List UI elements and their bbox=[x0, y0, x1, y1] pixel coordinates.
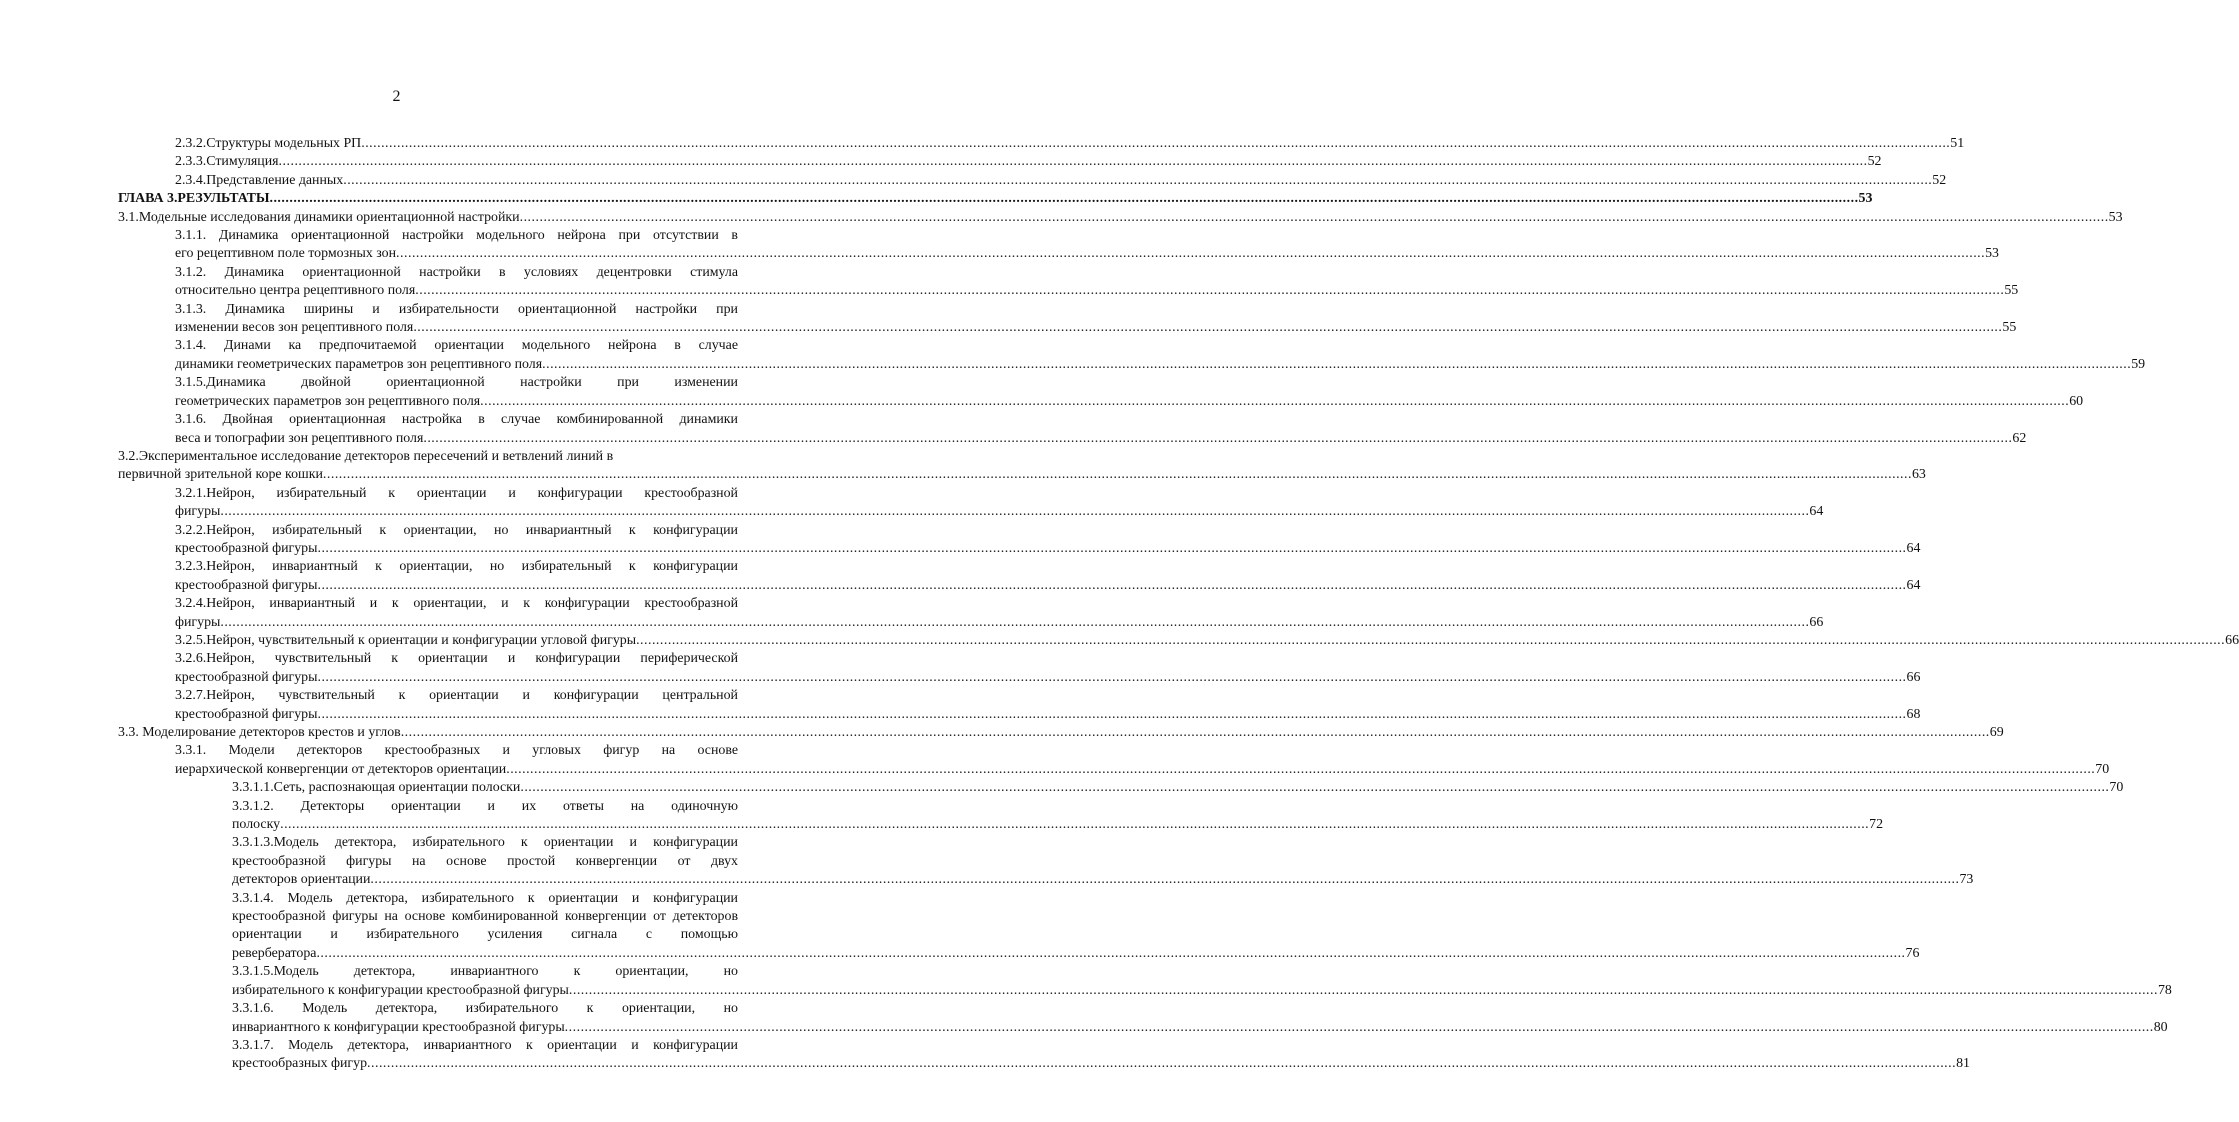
dot-leader: ................................................................................................................................................................................................................................................................................................................................................................................................................ bbox=[636, 632, 2226, 648]
toc-entry-title-tail: полоску bbox=[232, 817, 281, 833]
toc-entry[interactable] bbox=[118, 485, 1824, 522]
dot-leader: ................................................................................................................................................................................................................................................................................................................................................................................................................ bbox=[519, 209, 2109, 225]
toc-entry-last-line bbox=[175, 282, 2019, 300]
toc-entry[interactable] bbox=[118, 742, 2110, 779]
dot-leader: ................................................................................................................................................................................................................................................................................................................................................................................................................ bbox=[317, 577, 1907, 593]
dot-leader: ................................................................................................................................................................................................................................................................................................................................................................................................................ bbox=[322, 467, 1912, 483]
toc-page-number: 62 bbox=[2012, 430, 2027, 446]
toc-entry[interactable] bbox=[118, 411, 2027, 448]
toc-entry-title: 3.2.2.Нейрон, избирательный к ориентации, но инвариантный к конфигурации bbox=[175, 522, 738, 538]
toc-entry-title: 3.3.1.7. Модель детектора, инвариантного к ориентации и конфигурации bbox=[232, 1037, 738, 1053]
toc-entry[interactable] bbox=[118, 190, 1873, 208]
toc-page-number: 59 bbox=[2131, 356, 2146, 372]
toc-page-number: 78 bbox=[2157, 982, 2172, 998]
toc-entry-title-tail: избирательного к конфигурации крестообразной фигуры bbox=[232, 982, 569, 998]
toc-entry-title: 3.1.2. Динамика ориентационной настройки в условиях децентровки стимула bbox=[175, 264, 738, 280]
toc-entry-title: 3.1.3. Динамика ширины и избирательности ориентационной настройки при bbox=[175, 301, 738, 317]
toc-entry[interactable] bbox=[118, 558, 1921, 595]
toc-entry-title: 3.2.3.Нейрон, инвариантный к ориентации, но избирательный к конфигурации bbox=[175, 559, 738, 575]
toc-entry-title-tail: крестообразных фигур bbox=[232, 1056, 368, 1072]
toc-page-number: 69 bbox=[1989, 725, 2004, 740]
toc-entry[interactable] bbox=[118, 522, 1921, 559]
toc-entry-title: 3.3.1.5.Модель детектора, инвариантного к ориентации, но bbox=[232, 964, 738, 980]
toc-entry-title: 3.1.1. Динамика ориентационной настройки модельного нейрона при отсутствии в bbox=[175, 228, 738, 244]
toc-entry-title-tail: его рецептивном поле тормозных зон bbox=[175, 246, 397, 262]
toc-entry-last-line bbox=[175, 761, 2110, 779]
toc-entry[interactable] bbox=[118, 834, 1974, 889]
toc-entry[interactable] bbox=[118, 374, 2084, 411]
toc-entry-title: 3.3. Моделирование детекторов крестов и углов bbox=[118, 725, 401, 740]
dot-leader: ................................................................................................................................................................................................................................................................................................................................................................................................................ bbox=[520, 780, 2110, 796]
toc-page-number: 76 bbox=[1905, 945, 1920, 961]
toc-page-number: 64 bbox=[1906, 577, 1921, 593]
toc-entry-title-tail: первичной зрительной коре кошки bbox=[118, 467, 323, 483]
toc-entry[interactable] bbox=[118, 1037, 1970, 1074]
toc-page-number: 52 bbox=[1932, 172, 1947, 188]
toc-entry-title: ГЛАВА 3.РЕЗУЛЬТАТЫ bbox=[118, 191, 270, 207]
toc-page-number: 51 bbox=[1950, 136, 1965, 151]
toc-entry-title: 3.2.5.Нейрон, чувствительный к ориентации и конфигурации угловой фигуры bbox=[175, 632, 637, 648]
toc-entry[interactable] bbox=[118, 724, 2004, 742]
toc-entry-title: 2.3.2.Структуры модельных РП bbox=[175, 136, 362, 151]
dot-leader: ................................................................................................................................................................................................................................................................................................................................................................................................................ bbox=[220, 614, 1810, 630]
dot-leader: ................................................................................................................................................................................................................................................................................................................................................................................................................ bbox=[568, 982, 2158, 998]
dot-leader: ................................................................................................................................................................................................................................................................................................................................................................................................................ bbox=[542, 356, 2132, 372]
dot-leader: ................................................................................................................................................................................................................................................................................................................................................................................................................ bbox=[220, 504, 1810, 520]
toc-entry[interactable] bbox=[118, 890, 1920, 964]
dot-leader: ................................................................................................................................................................................................................................................................................................................................................................................................................ bbox=[343, 172, 1933, 188]
toc-entry-title-tail: фигуры bbox=[175, 504, 221, 520]
dot-leader: ................................................................................................................................................................................................................................................................................................................................................................................................................ bbox=[415, 283, 2005, 299]
toc-entry[interactable] bbox=[118, 153, 1882, 171]
dot-leader: ................................................................................................................................................................................................................................................................................................................................................................................................................ bbox=[370, 872, 1960, 888]
toc-page-number: 72 bbox=[1869, 817, 1884, 833]
toc-entry-title: 3.3.1.2. Детекторы ориентации и их ответы на одиночную bbox=[232, 798, 738, 814]
toc-entry[interactable] bbox=[118, 448, 1926, 485]
toc-entry-title: 3.2.Экспериментальное исследование детекторов пересечений и ветвлений линий в bbox=[118, 448, 614, 464]
toc-entry[interactable] bbox=[118, 963, 2172, 1000]
toc-entry[interactable] bbox=[118, 172, 1947, 190]
dot-leader: ................................................................................................................................................................................................................................................................................................................................................................................................................ bbox=[361, 136, 1951, 151]
dot-leader: ................................................................................................................................................................................................................................................................................................................................................................................................................ bbox=[280, 817, 1870, 833]
toc-page-number: 55 bbox=[2002, 320, 2017, 336]
toc-entry-title: 3.2.4.Нейрон, инвариантный и к ориентации, и к конфигурации крестообразной bbox=[175, 596, 738, 612]
dot-leader: ................................................................................................................................................................................................................................................................................................................................................................................................................ bbox=[317, 540, 1907, 556]
toc-entry[interactable] bbox=[118, 264, 2019, 301]
toc-page-number: 73 bbox=[1959, 872, 1974, 888]
toc-entry-last-line bbox=[175, 614, 1824, 632]
toc-page-number: 66 bbox=[1809, 614, 1824, 630]
dot-leader: ................................................................................................................................................................................................................................................................................................................................................................................................................ bbox=[269, 191, 1859, 207]
toc-page-number: 66 bbox=[1906, 669, 1921, 685]
toc-entry-title: 3.1.Модельные исследования динамики ориентационной настройки bbox=[118, 209, 520, 225]
toc-entry-title-tail: крестообразной фигуры bbox=[175, 706, 318, 722]
table-of-contents bbox=[118, 135, 2239, 1074]
toc-entry-title-tail: ревербератора bbox=[232, 945, 317, 961]
toc-page-number: 52 bbox=[1867, 154, 1882, 170]
toc-page-number: 60 bbox=[2069, 393, 2084, 409]
toc-entry-last-line bbox=[232, 816, 1884, 834]
toc-entry-title: 3.2.6.Нейрон, чувствительный к ориентации и конфигурации периферической bbox=[175, 651, 738, 667]
dot-leader: ................................................................................................................................................................................................................................................................................................................................................................................................................ bbox=[317, 706, 1907, 722]
dot-leader: ................................................................................................................................................................................................................................................................................................................................................................................................................ bbox=[317, 669, 1907, 685]
toc-entry-title-tail: крестообразной фигуры bbox=[175, 577, 318, 593]
toc-entry-title: 3.2.1.Нейрон, избирательный к ориентации и конфигурации крестообразной bbox=[175, 485, 738, 501]
toc-entry-title: 2.3.3.Стимуляция bbox=[175, 154, 279, 170]
toc-entry-last-line bbox=[232, 945, 1920, 963]
toc-page-number: 81 bbox=[1956, 1056, 1970, 1072]
toc-entry-last-line bbox=[175, 356, 2146, 374]
dot-leader: ................................................................................................................................................................................................................................................................................................................................................................................................................ bbox=[480, 393, 2070, 409]
toc-entry-last-line bbox=[175, 706, 1921, 724]
toc-page-number: 53 bbox=[1985, 246, 1999, 262]
toc-entry[interactable] bbox=[118, 1000, 2168, 1037]
toc-entry-title-tail: детекторов ориентации bbox=[232, 872, 371, 888]
toc-page-number: 66 bbox=[2225, 632, 2239, 648]
toc-entry-last-line bbox=[175, 430, 2027, 448]
toc-entry[interactable] bbox=[118, 650, 1921, 687]
toc-entry-title-tail: крестообразной фигуры bbox=[175, 540, 318, 556]
toc-page-number: 68 bbox=[1906, 706, 1921, 722]
toc-entry[interactable] bbox=[118, 798, 1884, 835]
toc-entry-last-line bbox=[232, 982, 2172, 1000]
toc-entry[interactable] bbox=[118, 337, 2146, 374]
toc-entry-last-line bbox=[175, 577, 1921, 595]
toc-entry[interactable] bbox=[118, 779, 2124, 797]
toc-page-number: 64 bbox=[1809, 504, 1824, 520]
toc-entry-title-tail: изменении весов зон рецептивного поля bbox=[175, 320, 414, 336]
dot-leader: ................................................................................................................................................................................................................................................................................................................................................................................................................ bbox=[278, 154, 1868, 170]
toc-entry-title: 3.1.4. Динами ка предпочитаемой ориентации модельного нейрона в случае bbox=[175, 338, 738, 354]
dot-leader: ................................................................................................................................................................................................................................................................................................................................................................................................................ bbox=[413, 320, 2003, 336]
toc-entry-title: 3.3.1.6. Модель детектора, избирательного к ориентации, но bbox=[232, 1001, 738, 1017]
dot-leader: ................................................................................................................................................................................................................................................................................................................................................................................................................ bbox=[506, 761, 2096, 777]
toc-entry-title: 3.3.1.4. Модель детектора, избирательного к ориентации и конфигурации крестообразной фигуры на основе комбинированной конвергенции от детекторов ориентации и избирательного усиления сигнала с помощью bbox=[232, 890, 738, 943]
toc-page-number: 64 bbox=[1906, 540, 1921, 556]
toc-page-number: 63 bbox=[1911, 467, 1926, 483]
toc-entry-title: 3.2.7.Нейрон, чувствительный к ориентации и конфигурации центральной bbox=[175, 688, 738, 704]
toc-page-number: 70 bbox=[2109, 780, 2124, 796]
toc-entry-last-line bbox=[175, 319, 2017, 337]
toc-page-number: 53 bbox=[2108, 209, 2123, 225]
toc-page-number: 53 bbox=[1858, 191, 1873, 207]
toc-entry-title-tail: крестообразной фигуры bbox=[175, 669, 318, 685]
toc-entry[interactable] bbox=[118, 595, 1824, 632]
toc-entry-last-line bbox=[232, 871, 1974, 889]
toc-entry-title-tail: относительно центра рецептивного поля bbox=[175, 283, 416, 299]
page-number: 2 bbox=[392, 88, 401, 105]
toc-entry-title: 3.3.1.3.Модель детектора, избирательного к ориентации и конфигурации крестообразной фигуры на основе простой конвергенции от двух bbox=[232, 835, 738, 869]
toc-entry-title: 3.1.5.Динамика двойной ориентационной настройки при изменении bbox=[175, 375, 738, 391]
dot-leader: ................................................................................................................................................................................................................................................................................................................................................................................................................ bbox=[367, 1056, 1957, 1072]
toc-entry-last-line bbox=[175, 669, 1921, 687]
toc-entry-last-line bbox=[175, 393, 2084, 411]
toc-page-number: 70 bbox=[2095, 761, 2110, 777]
toc-entry-last-line bbox=[232, 1019, 2168, 1037]
toc-entry-last-line bbox=[175, 540, 1921, 558]
dot-leader: ................................................................................................................................................................................................................................................................................................................................................................................................................ bbox=[423, 430, 2013, 446]
toc-entry[interactable] bbox=[118, 135, 1965, 153]
toc-entry[interactable] bbox=[118, 301, 2017, 338]
dot-leader: ................................................................................................................................................................................................................................................................................................................................................................................................................ bbox=[400, 725, 1990, 740]
dot-leader: ................................................................................................................................................................................................................................................................................................................................................................................................................ bbox=[564, 1019, 2154, 1035]
toc-entry-title: 3.3.1.1.Сеть, распознающая ориентации полоски bbox=[232, 780, 521, 796]
toc-entry-title-tail: геометрических параметров зон рецептивного поля bbox=[175, 393, 481, 409]
toc-entry-title-tail: динамики геометрических параметров зон рецептивного поля bbox=[175, 356, 543, 372]
toc-page-number: 80 bbox=[2153, 1019, 2168, 1035]
toc-entry-title: 3.3.1. Модели детекторов крестообразных и угловых фигур на основе bbox=[175, 743, 738, 759]
toc-entry-title-tail: веса и топографии зон рецептивного поля bbox=[175, 430, 424, 446]
toc-page-number: 55 bbox=[2004, 283, 2019, 299]
dot-leader: ................................................................................................................................................................................................................................................................................................................................................................................................................ bbox=[396, 246, 1986, 262]
dot-leader: ................................................................................................................................................................................................................................................................................................................................................................................................................ bbox=[316, 945, 1906, 961]
toc-entry-last-line bbox=[175, 245, 1999, 263]
toc-entry-title-tail: иерархической конвергенции от детекторов ориентации bbox=[175, 761, 507, 777]
toc-entry-title: 3.1.6. Двойная ориентационная настройка в случае комбинированной динамики bbox=[175, 412, 738, 428]
toc-entry-title: 2.3.4.Представление данных bbox=[175, 172, 344, 188]
toc-entry[interactable] bbox=[118, 209, 2123, 227]
toc-entry-last-line bbox=[232, 1055, 1970, 1073]
toc-entry-last-line bbox=[118, 466, 1926, 484]
toc-entry[interactable] bbox=[118, 687, 1921, 724]
toc-entry-last-line bbox=[175, 503, 1824, 521]
toc-entry-title-tail: инвариантного к конфигурации крестообразной фигуры bbox=[232, 1019, 565, 1035]
toc-entry[interactable] bbox=[118, 632, 2239, 650]
toc-entry[interactable] bbox=[118, 227, 1999, 264]
toc-entry-title-tail: фигуры bbox=[175, 614, 221, 630]
